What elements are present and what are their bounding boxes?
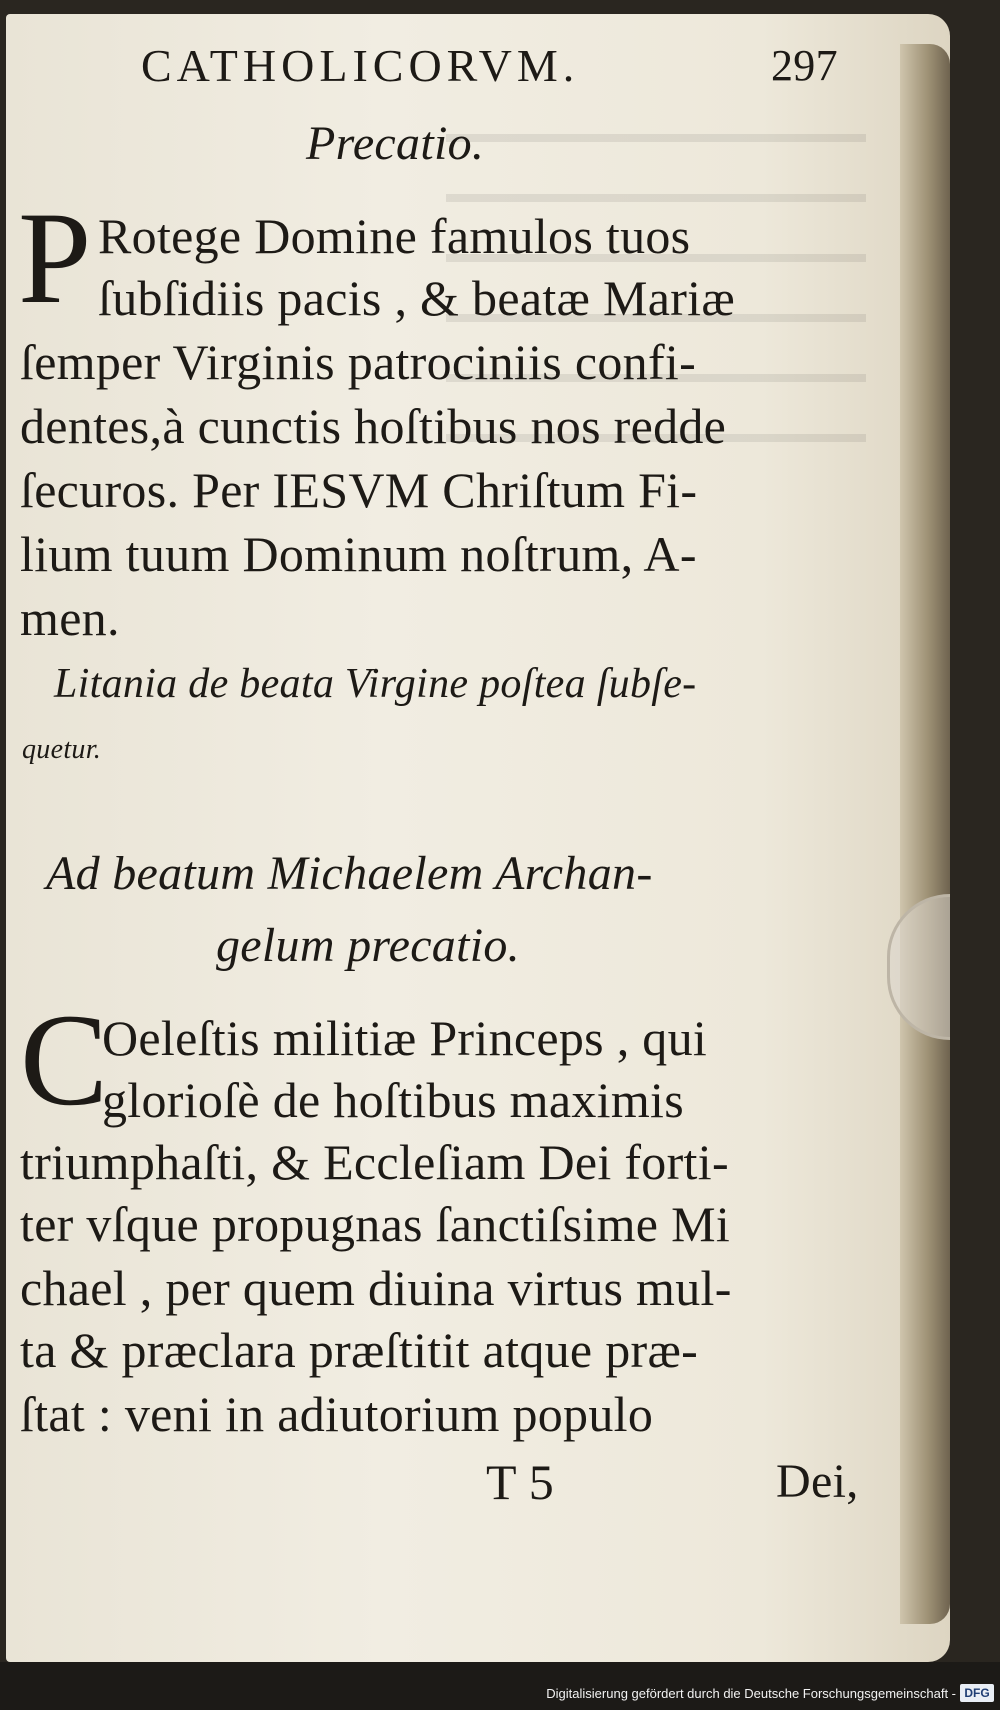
book-page <box>6 14 950 1662</box>
drop-cap-c: C <box>20 986 109 1133</box>
page-edge <box>900 44 950 1624</box>
page-text <box>6 14 886 1654</box>
text-line: triumphaſti, & Eccleſiam Dei forti- <box>20 1134 729 1190</box>
dfg-logo: DFG <box>960 1684 994 1702</box>
catchword: Dei, <box>776 1455 859 1508</box>
page-clip <box>887 894 950 1040</box>
section-heading-michael: Ad beatum Michaelem Archan- <box>46 847 653 900</box>
text-line: lium tuum Dominum noſtrum, A- <box>20 526 697 582</box>
page-number: 297 <box>771 41 838 90</box>
rubric-note-continued: quetur. <box>22 734 102 765</box>
signature-mark: T 5 <box>486 1454 555 1510</box>
rubric-note: Litania de beata Virgine poſtea ſubſe- <box>54 661 697 707</box>
text-line: chael , per quem diuina virtus mul- <box>20 1260 732 1316</box>
digitization-credit: Digitalisierung gefördert durch die Deutsche Forschungsgemeinschaft - <box>546 1686 956 1701</box>
text-line: Rotege Domine famulos tuos <box>98 208 691 264</box>
text-line: ta & præclara præſtitit atque præ- <box>20 1322 699 1378</box>
text-line: ter vſque propugnas ſanctiſsime Mi <box>20 1196 731 1252</box>
section-heading-precatio: Precatio. <box>306 117 485 170</box>
text-line: dentes,à cunctis hoſtibus nos redde <box>20 398 727 454</box>
text-line: ſubſidiis pacis , & beatæ Mariæ <box>98 270 736 326</box>
section-heading-michael-continued: gelum precatio. <box>216 919 520 972</box>
text-line: ſecuros. Per IESVM Chriſtum Fi- <box>20 462 698 518</box>
text-line: Oeleſtis militiæ Princeps , qui <box>102 1010 708 1066</box>
text-line: men. <box>20 590 120 646</box>
running-title: CATHOLICORVM. <box>141 40 580 91</box>
text-line: glorioſè de hoſtibus maximis <box>102 1072 684 1128</box>
text-line: ſtat : veni in adiutorium populo <box>20 1386 654 1442</box>
text-line: ſemper Virginis patrociniis confi- <box>20 334 697 390</box>
drop-cap-p: P <box>18 184 92 331</box>
